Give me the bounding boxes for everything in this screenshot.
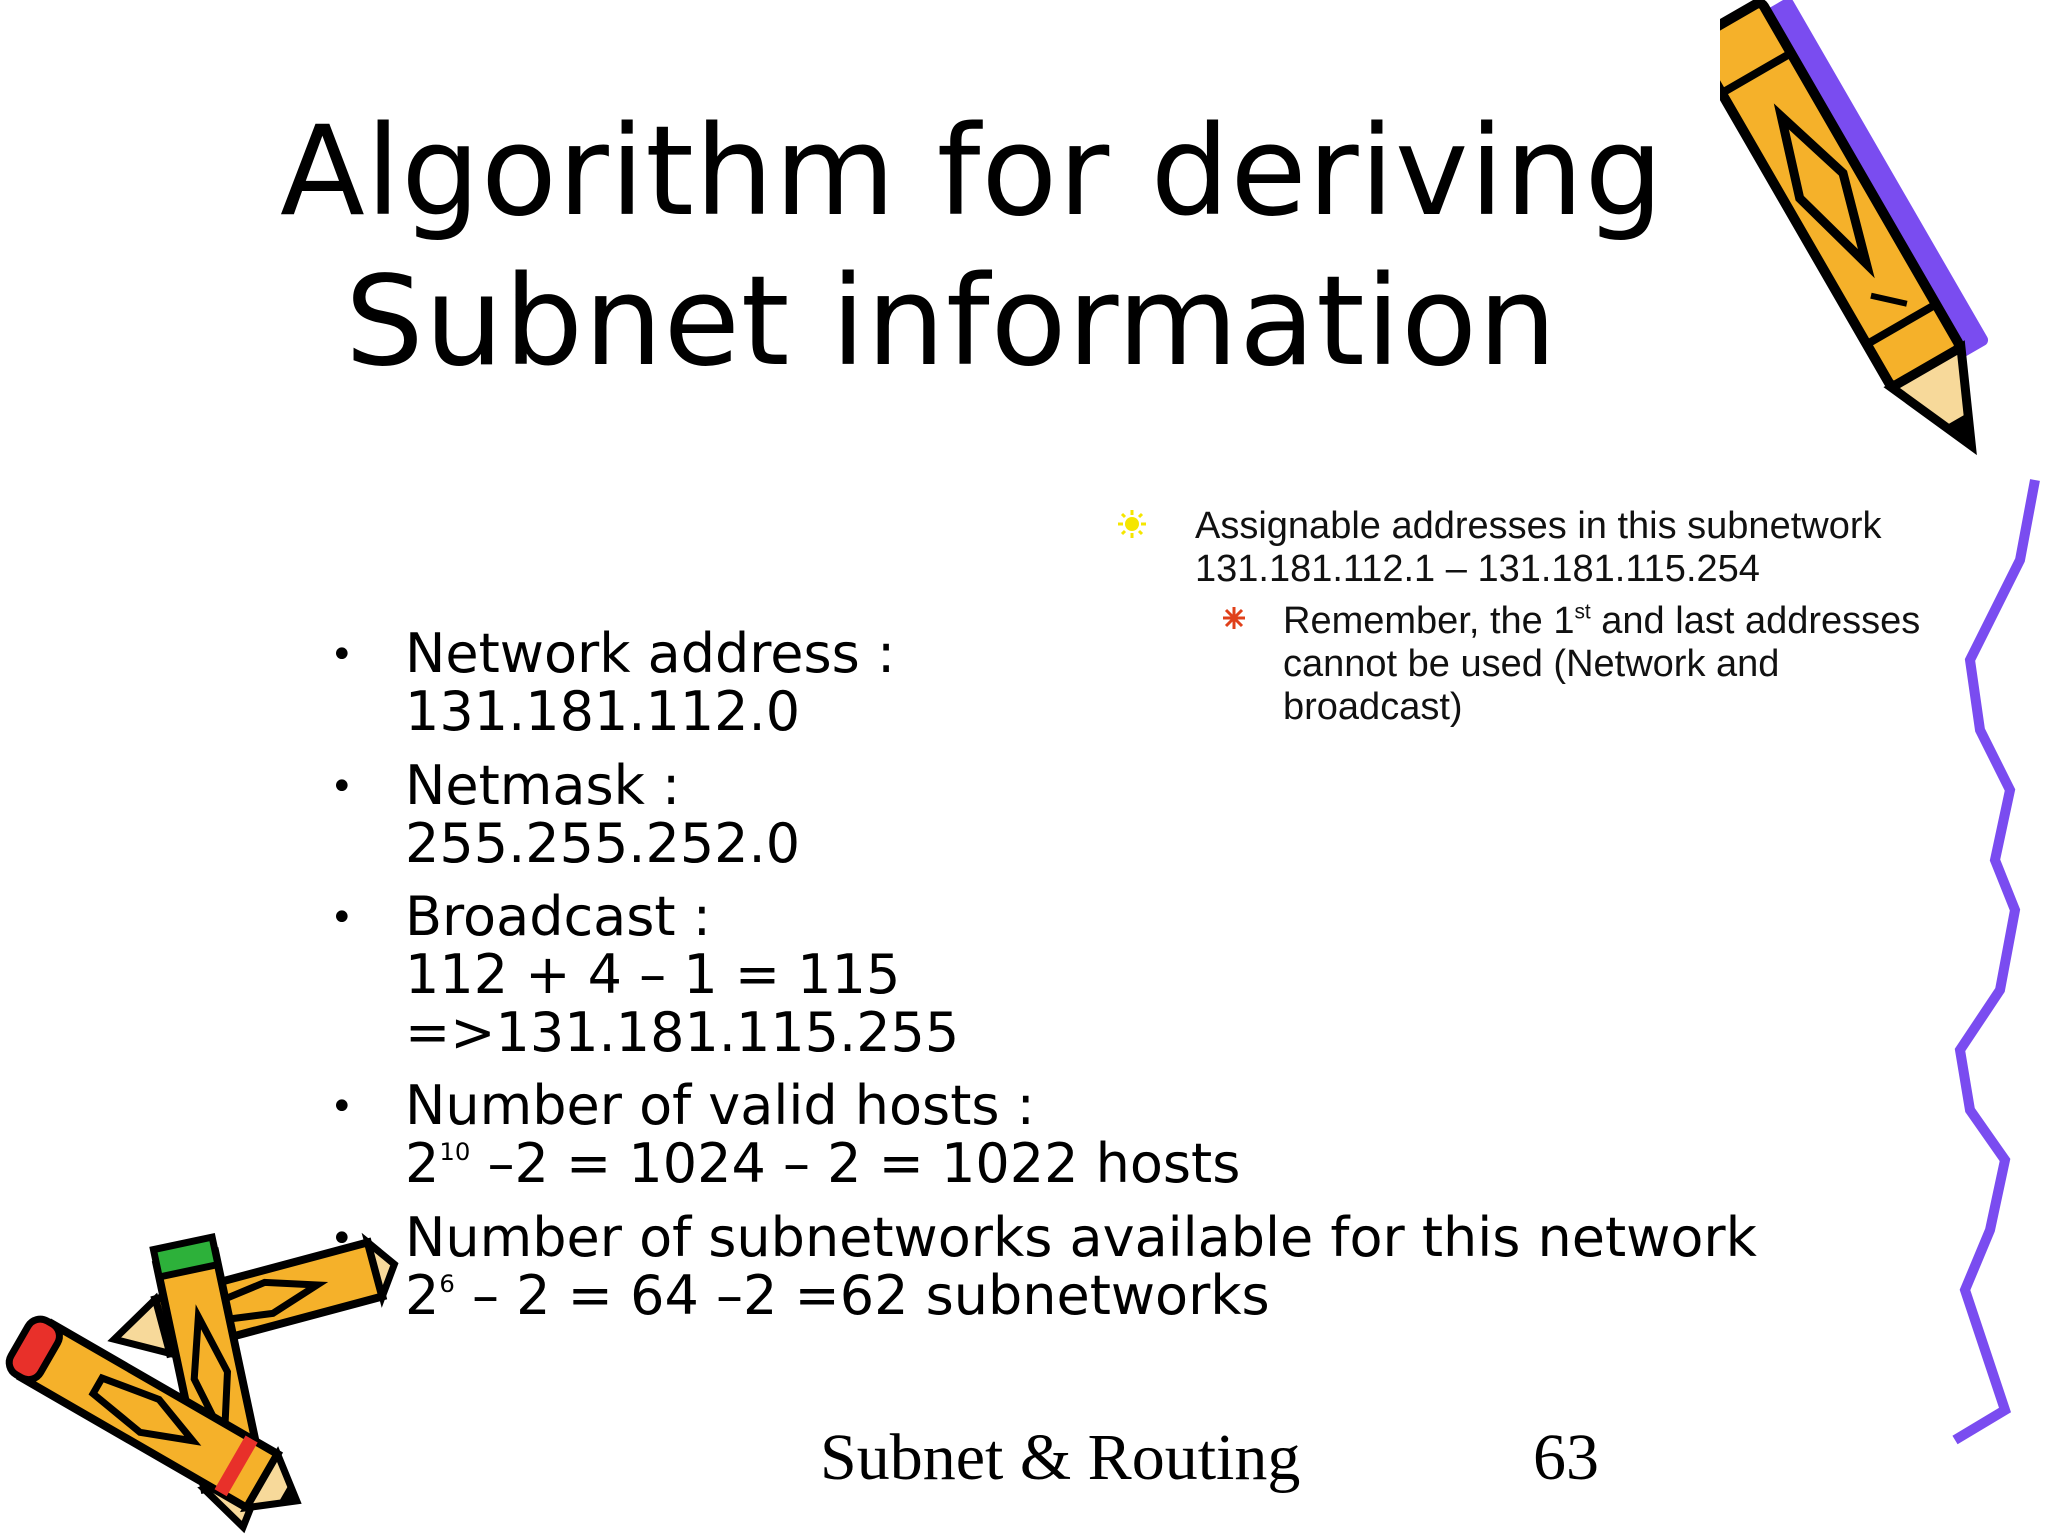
network-address-value: 131.181.112.0: [405, 680, 801, 743]
remember-note-line-1: Remember, the 1st and last addresses: [1283, 600, 1921, 642]
netmask-label: Netmask :: [405, 754, 681, 817]
valid-hosts-label: Number of valid hosts :: [405, 1074, 1035, 1137]
squiggle-line: [1940, 470, 2040, 1460]
assignable-addresses-range: 131.181.112.1 – 131.181.115.254: [1195, 548, 1760, 590]
broadcast-value: =>131.181.115.255: [405, 1001, 960, 1064]
broadcast-label: Broadcast :: [405, 885, 711, 948]
assignable-addresses-label: Assignable addresses in this subnetwork: [1195, 505, 1882, 547]
pencils-icon: [0, 1225, 420, 1536]
bullet-dot: •: [330, 632, 354, 678]
bullet-dot: •: [330, 1216, 354, 1262]
sun-icon: [1118, 510, 1146, 538]
slide-title-line-2: Subnet information: [345, 250, 1558, 394]
slide-title-line-1: Algorithm for deriving: [280, 100, 1665, 244]
netmask-value: 255.255.252.0: [405, 812, 801, 875]
star-icon: [1222, 606, 1246, 630]
subnetworks-label: Number of subnetworks available for this network: [405, 1206, 1757, 1269]
bullet-dot: •: [330, 1084, 354, 1130]
broadcast-calc: 112 + 4 – 1 = 115: [405, 943, 901, 1006]
remember-note-line-2: cannot be used (Network and: [1283, 643, 1780, 685]
footer-label: Subnet & Routing: [820, 1421, 1301, 1494]
pencil-icon: [1720, 0, 2020, 500]
page-number: 63: [1533, 1421, 1599, 1494]
bullet-dot: •: [330, 764, 354, 810]
remember-note-line-3: broadcast): [1283, 686, 1463, 728]
valid-hosts-calc: $2^{10}$ –2 = 1024 – 2 = 1022 hosts: [405, 1132, 1241, 1195]
subnetworks-calc: $2^6 - 2 = 64$ –2 =62 subnetworks: [405, 1264, 1270, 1327]
bullet-dot: •: [330, 895, 354, 941]
network-address-label: Network address :: [405, 622, 896, 685]
